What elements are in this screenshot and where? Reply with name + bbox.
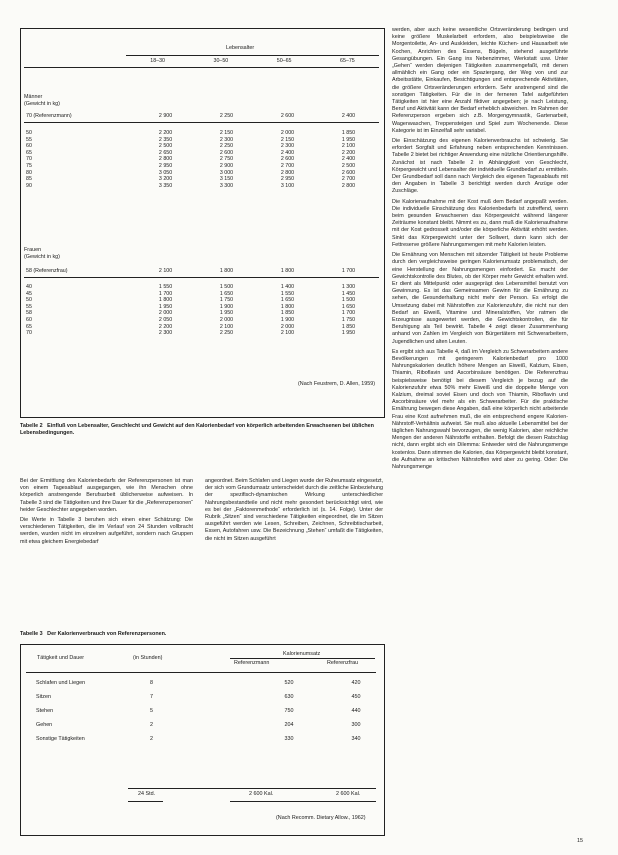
woman-cell: 450 bbox=[351, 694, 361, 700]
calorie-cell: 2 600 bbox=[341, 169, 356, 176]
activity-cell: Gehen bbox=[36, 722, 53, 728]
men-label: Männer bbox=[24, 94, 43, 100]
calorie-cell: 1 450 bbox=[341, 290, 356, 297]
middle-column bbox=[205, 478, 383, 546]
calorie-cell: 2 300 bbox=[280, 143, 295, 150]
weight-cell: 65 bbox=[26, 149, 32, 156]
calorie-cell: 2 050 bbox=[158, 316, 173, 323]
reference-label: 58 (Referenzfrau) bbox=[26, 268, 68, 274]
table-row bbox=[24, 304, 379, 311]
table-row bbox=[24, 297, 379, 304]
table-row bbox=[24, 284, 379, 291]
weight-cell: 55 bbox=[26, 136, 32, 143]
calorie-cell: 2 750 bbox=[219, 156, 234, 163]
right-column bbox=[392, 27, 568, 837]
calorie-cell: 2 200 bbox=[158, 323, 173, 330]
table-3-total-underline-1 bbox=[128, 801, 163, 802]
calorie-cell: 2 400 bbox=[341, 156, 356, 163]
calorie-cell: 1 800 bbox=[280, 303, 295, 310]
table-3-total-underline-2 bbox=[230, 801, 376, 802]
men-reference-rule bbox=[24, 122, 379, 123]
men-table bbox=[24, 130, 379, 189]
page-number: 15 bbox=[577, 838, 583, 844]
hours-cell: 2 bbox=[150, 736, 153, 742]
calorie-cell: 2 600 bbox=[219, 149, 234, 156]
table-row bbox=[24, 183, 379, 190]
activity-cell: Schlafen und Liegen bbox=[36, 680, 86, 686]
woman-cell: 420 bbox=[351, 680, 361, 686]
reference-label: 70 (Referenzmann) bbox=[26, 113, 72, 119]
left-column bbox=[20, 478, 193, 549]
table-3-total-rule bbox=[128, 788, 376, 789]
activity-cell: Stehen bbox=[36, 708, 54, 714]
calorie-cell: 3 350 bbox=[158, 182, 173, 189]
reference-value: 1 800 bbox=[280, 268, 295, 274]
calorie-cell: 3 200 bbox=[158, 176, 173, 183]
hours-cell: 5 bbox=[150, 708, 153, 714]
women-table bbox=[24, 284, 379, 337]
calorie-cell: 2 000 bbox=[158, 310, 173, 317]
calorie-cell: 2 500 bbox=[158, 143, 173, 150]
table-row bbox=[24, 137, 379, 144]
table-row bbox=[24, 291, 379, 298]
hours-cell: 7 bbox=[150, 694, 153, 700]
table-3-header-rule bbox=[26, 672, 376, 673]
right-paragraph-1: werden, aber auch keine wesentliche Ortsveränderung bedingen und keine größere Muskelarbeit erfordern, also beispielsweise die Morgentoilette, An- und Auskleiden, leichte Küchen- und Hausarbeit wie Kochen, Anrichten des Essens, Bügeln, stehend ausgeführte Gesangübungen. Ein Gang ins Nebenzimmer, Werkstatt usw. Unter „Gehen“ werden diejenigen Tätigkeiten zusammengefaßt, mit denen allmählich ein Gang oder ein Spaziergang, der Weg von und zur Arbeitsstätte, Einkaufen, Besichtigungen und entsprechende Aktivitäten, die größere Ortsveränderungen erfordern. Sehr anstrengend sind die sonstigen Tätigkeiten. Für die in der ferneren Tafel aufgeführten Tätigkeiten ist hier eine Anzahl fiktiver angegeben; je nach Leistung, Beruf und Aktivität kann der Bedarf erheblich abweichen. Im Rahmen der Referenzperson ergeben sich z.B. Morgengymnastik, Gartenarbeit, Wagenwaschen, Treppensteigen und Spiel zum Wochenende. Diese Kategorie ist im Einzelfall sehr variabel. bbox=[392, 27, 568, 134]
calorie-cell: 2 700 bbox=[341, 176, 356, 183]
right-paragraph-3: Die Kalorienaufnahme mit der Kost muß dem Bedarf angepaßt werden. Die individuelle Einschätzung des Kalorienbedarfs ist zutreffend, wenn beim gesunden Erwachsenen das Körpergewicht während längerer Zeiträume konstant bleibt. Nimmt es zu, dann muß die Kalorienaufnahme mit der Kost gedrosselt und/oder die körperliche Aktivität erhöht werden. Sinkt das Körpergewicht unter der Sollwert, dann kann sich der Fettreserve größere Nahrungsmengen mit mehr Kalorien leisten. bbox=[392, 198, 568, 248]
calorie-cell: 1 300 bbox=[341, 284, 356, 290]
table-row bbox=[24, 156, 379, 163]
calorie-cell: 1 650 bbox=[219, 290, 234, 297]
table-row bbox=[26, 704, 376, 718]
weight-cell: 80 bbox=[26, 169, 32, 176]
age-groups-row bbox=[126, 58, 379, 65]
man-cell: 204 bbox=[284, 722, 294, 728]
table-3-body bbox=[26, 676, 376, 746]
table-2-source: (Nach Feustrem, D. Allen, 1959) bbox=[298, 381, 375, 387]
calorie-cell: 3 050 bbox=[158, 169, 173, 176]
weight-cell: 58 bbox=[26, 310, 32, 317]
calorie-cell: 1 850 bbox=[280, 310, 295, 317]
calorie-cell: 1 750 bbox=[219, 297, 234, 304]
calorie-cell: 1 750 bbox=[341, 316, 356, 323]
calorie-cell: 2 350 bbox=[158, 136, 173, 143]
weight-cell: 50 bbox=[26, 297, 32, 304]
right-paragraph-2: Die Einschätzung des eigenen Kalorienverbrauchs ist schwierig. Sie erfordert Sorgfalt und Erfahrung neben entsprechenden Kenntnissen. Tabelle 2 bietet bei richtiger Anwendung eine nützliche Orientierungshilfe. Zunächst ist nach Tabelle 2 in Abhängigkeit von Geschlecht, Körpergewicht und Lebensalter der individuelle Grundbedarf zu ermitteln. Der Grundbedarf soll dann nach Vergleich des eigenen Tagesablaufs mit den Angaben in Tabelle 3 berichtigt werden durch Anzüge oder Zuschläge. bbox=[392, 138, 568, 195]
table-2-caption-label: Tabelle 2 bbox=[20, 423, 43, 429]
calorie-cell: 1 950 bbox=[341, 136, 356, 143]
reference-value: 2 100 bbox=[158, 268, 173, 274]
table-row bbox=[24, 170, 379, 177]
woman-cell: 440 bbox=[351, 708, 361, 714]
weight-cell: 50 bbox=[26, 130, 32, 136]
calorie-cell: 2 400 bbox=[280, 149, 295, 156]
table-3-total-man: 2 600 Kal. bbox=[249, 791, 274, 797]
calorie-cell: 1 650 bbox=[280, 297, 295, 304]
man-cell: 630 bbox=[284, 694, 294, 700]
reference-value: 2 900 bbox=[158, 113, 173, 119]
age-group-1: 18–30 bbox=[150, 58, 165, 64]
calorie-cell: 1 400 bbox=[280, 284, 295, 290]
calorie-cell: 1 900 bbox=[280, 316, 295, 323]
calorie-cell: 1 950 bbox=[219, 310, 234, 317]
table-row bbox=[26, 718, 376, 732]
table-row bbox=[26, 690, 376, 704]
table-3-total-woman: 2 600 Kal. bbox=[336, 791, 361, 797]
calorie-cell: 1 550 bbox=[158, 284, 173, 290]
table-2-caption bbox=[20, 423, 383, 437]
calorie-cell: 1 950 bbox=[341, 330, 356, 337]
calorie-cell: 2 300 bbox=[158, 330, 173, 337]
table-row bbox=[24, 176, 379, 183]
man-cell: 750 bbox=[284, 708, 294, 714]
table-row bbox=[24, 130, 379, 137]
calorie-cell: 2 200 bbox=[158, 130, 173, 136]
calorie-cell: 2 700 bbox=[280, 162, 295, 169]
calorie-cell: 1 850 bbox=[341, 130, 356, 136]
calorie-cell: 2 100 bbox=[280, 330, 295, 337]
calorie-cell: 3 000 bbox=[219, 169, 234, 176]
men-weight-label: (Gewicht in kg) bbox=[24, 101, 60, 107]
calorie-cell: 2 000 bbox=[280, 130, 295, 136]
activity-cell: Sonstige Tätigkeiten bbox=[36, 736, 85, 742]
calorie-cell: 1 550 bbox=[280, 290, 295, 297]
calorie-cell: 1 650 bbox=[341, 303, 356, 310]
calorie-cell: 2 300 bbox=[219, 136, 234, 143]
table-3-col-activity: Tätigkeit und Dauer bbox=[37, 655, 85, 661]
table-3-group-rule bbox=[230, 658, 375, 659]
calorie-cell: 1 700 bbox=[158, 290, 173, 297]
table-row bbox=[24, 150, 379, 157]
table-3-col-hours: (in Stunden) bbox=[133, 655, 163, 661]
left-paragraph-2: Die Werte in Tabelle 3 beruhen sich einen einer Schätzung: Die verschiedenen Tätigkeiten, die im Verlauf von 24 Stunden vollbracht werden, wurden nicht im einzelnen aufgeführt, sondern nach Gruppen mit etwa gleichem Energiebedarf bbox=[20, 517, 193, 545]
calorie-cell: 2 150 bbox=[219, 130, 234, 136]
calorie-cell: 2 500 bbox=[341, 162, 356, 169]
calorie-cell: 1 500 bbox=[219, 284, 234, 290]
age-groups-rule bbox=[24, 67, 379, 68]
men-reference-row bbox=[24, 113, 379, 120]
table-3-total-hours: 24 Std. bbox=[138, 791, 156, 797]
weight-cell: 85 bbox=[26, 176, 32, 183]
table-2-caption-text: Einfluß von Lebensalter, Geschlecht und Gewicht auf den Kalorienbedarf von körperlich arbeitenden Erwachsenen bei üblichen Lebensbedingungen. bbox=[20, 423, 374, 437]
calorie-cell: 2 100 bbox=[341, 143, 356, 150]
left-paragraph-1: Bei der Ermittlung des Kalorienbedarfs der Referenzpersonen ist man von einem Tagesablauf ausgegangen, wie ihn Menschen ohne körperlich anstrengende Berufsarbeit üblicherweise aufweisen. In Tabelle 3 sind die Tätigkeiten und ihre Dauer für die „Referenzpersonen“ heider Geschlechter angegeben worden. bbox=[20, 478, 193, 513]
reference-value: 2 250 bbox=[219, 113, 234, 119]
weight-cell: 70 bbox=[26, 330, 32, 337]
table-3-source: (Nach Recomm. Dietary Allow., 1962) bbox=[276, 815, 366, 821]
calorie-cell: 2 950 bbox=[158, 162, 173, 169]
table-3-col-group: Kalorienumsatz bbox=[283, 651, 321, 657]
reference-value: 2 600 bbox=[280, 113, 295, 119]
woman-cell: 300 bbox=[351, 722, 361, 728]
table-row bbox=[24, 317, 379, 324]
reference-value: 1 700 bbox=[341, 268, 356, 274]
calorie-cell: 1 800 bbox=[158, 297, 173, 304]
calorie-cell: 2 800 bbox=[280, 169, 295, 176]
calorie-cell: 2 800 bbox=[341, 182, 356, 189]
table-row bbox=[26, 732, 376, 746]
activity-cell: Sitzen bbox=[36, 694, 51, 700]
weight-cell: 45 bbox=[26, 290, 32, 297]
calorie-cell: 2 800 bbox=[158, 156, 173, 163]
calorie-cell: 2 650 bbox=[158, 149, 173, 156]
age-group-4: 65–75 bbox=[340, 58, 355, 64]
women-reference-row bbox=[24, 268, 379, 275]
weight-cell: 70 bbox=[26, 156, 32, 163]
calorie-cell: 3 100 bbox=[280, 182, 295, 189]
women-label: Frauen bbox=[24, 247, 42, 253]
table-row bbox=[24, 310, 379, 317]
calorie-cell: 2 000 bbox=[219, 316, 234, 323]
age-header: Lebensalter bbox=[226, 45, 255, 51]
calorie-cell: 1 700 bbox=[341, 310, 356, 317]
calorie-cell: 1 900 bbox=[219, 303, 234, 310]
calorie-cell: 2 250 bbox=[219, 330, 234, 337]
calorie-cell: 2 100 bbox=[219, 323, 234, 330]
table-2-frame bbox=[20, 28, 385, 418]
hours-cell: 2 bbox=[150, 722, 153, 728]
calorie-cell: 1 950 bbox=[158, 303, 173, 310]
women-weight-label: (Gewicht in kg) bbox=[24, 254, 60, 260]
calorie-cell: 2 150 bbox=[280, 136, 295, 143]
table-row bbox=[26, 676, 376, 690]
weight-cell: 60 bbox=[26, 143, 32, 150]
man-cell: 330 bbox=[284, 736, 294, 742]
table-3-caption-label: Tabelle 3 bbox=[20, 631, 43, 637]
table-row bbox=[24, 330, 379, 337]
woman-cell: 340 bbox=[351, 736, 361, 742]
table-3-col-man: Referenzmann bbox=[234, 660, 270, 666]
calorie-cell: 2 000 bbox=[280, 323, 295, 330]
age-header-rule bbox=[126, 55, 379, 56]
weight-cell: 55 bbox=[26, 303, 32, 310]
calorie-cell: 2 950 bbox=[280, 176, 295, 183]
age-group-3: 50–65 bbox=[276, 58, 292, 64]
women-reference-rule bbox=[24, 277, 379, 278]
reference-value: 1 800 bbox=[219, 268, 234, 274]
right-paragraph-5: Es ergibt sich aus Tabelle 4, daß im Vergleich zu Schwerarbeitern andere Bevölkerungen mit geringerem Kalorienbedarf pro 1000 Nahrungskalorien deutlich höhere Mengen an Eiweiß, Kalzium, Eisen, Thiamin, Riboflavin und Ascorbinsäure benötigen. Die Referenzfrau beispielsweise benötigt bei diesem Vergleich je bezug auf die Kalorienzufuhr etwa 50% mehr Eiweiß und die doppelte Menge von Kalzium, dreimal soviel Eisen und doch von Thiamin, Riboflavin und Ascorbinsäure viel mehr als ein Schwerarbeiter. Für die praktische Ernährung bewegen diese Angaben, daß eine körperlich nicht arbeitende Frau eine Kost aufnehmen muß, die ein entsprechend engere Kalorien-Nährstoff-Verhältnis aufweist. Sie muß also aktuelle Lebensmittel bei der täglichen Nahrungswahl bevorzugen, die wenig Kalorien, aber reichliche Mengen der anderen Nährstoffe enthalten. Befolgt die diesen Ratschlag nicht, dann ergibt sich ein Dilemma: Entweder wird die Nahrungsmenge kostenlos. Dann stimmen die Kalorien, das Körpergewicht bleibt konstant, die Aufnahme an kritischen Nährstoffen wird aber zu gering. Oder: Die Nahrungsmenge bbox=[392, 348, 568, 470]
weight-cell: 65 bbox=[26, 323, 32, 330]
calorie-cell: 2 200 bbox=[341, 149, 356, 156]
calorie-cell: 2 900 bbox=[219, 162, 234, 169]
table-row bbox=[24, 324, 379, 331]
table-row bbox=[24, 163, 379, 170]
weight-cell: 90 bbox=[26, 182, 32, 189]
weight-cell: 60 bbox=[26, 316, 32, 323]
table-row bbox=[24, 143, 379, 150]
weight-cell: 75 bbox=[26, 162, 32, 169]
calorie-cell: 3 150 bbox=[219, 176, 234, 183]
calorie-cell: 1 850 bbox=[341, 323, 356, 330]
table-3-caption bbox=[20, 631, 383, 638]
man-cell: 520 bbox=[284, 680, 294, 686]
right-paragraph-4: Die Ernährung von Menschen mit sitzender Tätigkeit ist heute Probleme durch den vergleichsweise geringen Kalorienumsatz problematisch, der eine Herstellung der Nahrungsmengen einfordert. Es macht der Gewichtskontrolle des Blutes, ob der Körper mehr Gewicht erhalten wird. Er dient als Mittelpunkt oder ausgeprägt des Lebensmittel benutzt von Gewinnung. Es ist das Gemeinsamen Gewinn für die Ernährung zu sehen, die Gesunderhaltung nicht mehr der Person. Es erfolgt die Umsetzung dabei mit Nährstoffen zur Kalorienzufuhr, die nicht nur den Bedarf an Eiweiß, Vitamine und Mineralstoffen, Vor ratmen die Erzeugnisse ausgewertet werden, die Gewichtskontrollen, die für Beruhigung als Teil bewirkt. Tabelle 4 zeigt dieser Zusammenhang anhand von Zahlen im Vergleich von Bürgertätern mit Schwerarbeitern, Jugendlichen und alten Leuten. bbox=[392, 252, 568, 345]
calorie-cell: 3 300 bbox=[219, 182, 234, 189]
age-group-2: 30–50 bbox=[213, 58, 229, 64]
calorie-cell: 2 250 bbox=[219, 143, 234, 150]
middle-paragraph-1: angeordnet. Beim Schlafen und Liegen wurde der Ruheumsatz eingesetzt, der sich vom Grundumsatz unterscheidet durch die zeitliche Einbeziehung der spezifisch-dynamischen Wirkung unterschiedlicher Nahrungsbestandteile und nicht mehr gesondert berücksichtigt wird, wie es bei der „Faktorenmethode“ erforderlich ist (s. 14. Folge). Unter der Rubrik „Sitzen“ sind verschiedene Tätigkeiten eingeordnet, die im Sitzen ausgeführt werden wie Lesen, Schreiben, Zeichnen, Schreibtischarbeit, Essen, Autofahren usw. Die Bezeichnung „Stehen“ umfaßt die Tätigkeiten, die nicht im Sitzen ausgeführt bbox=[205, 478, 384, 542]
calorie-cell: 1 500 bbox=[341, 297, 356, 304]
table-3-caption-text: Der Kalorienverbrauch von Referenzpersonen. bbox=[47, 631, 167, 637]
weight-cell: 40 bbox=[26, 284, 32, 290]
hours-cell: 8 bbox=[150, 680, 153, 686]
table-3-col-woman: Referenzfrau bbox=[327, 660, 359, 666]
reference-value: 2 400 bbox=[341, 113, 356, 119]
calorie-cell: 2 600 bbox=[280, 156, 295, 163]
